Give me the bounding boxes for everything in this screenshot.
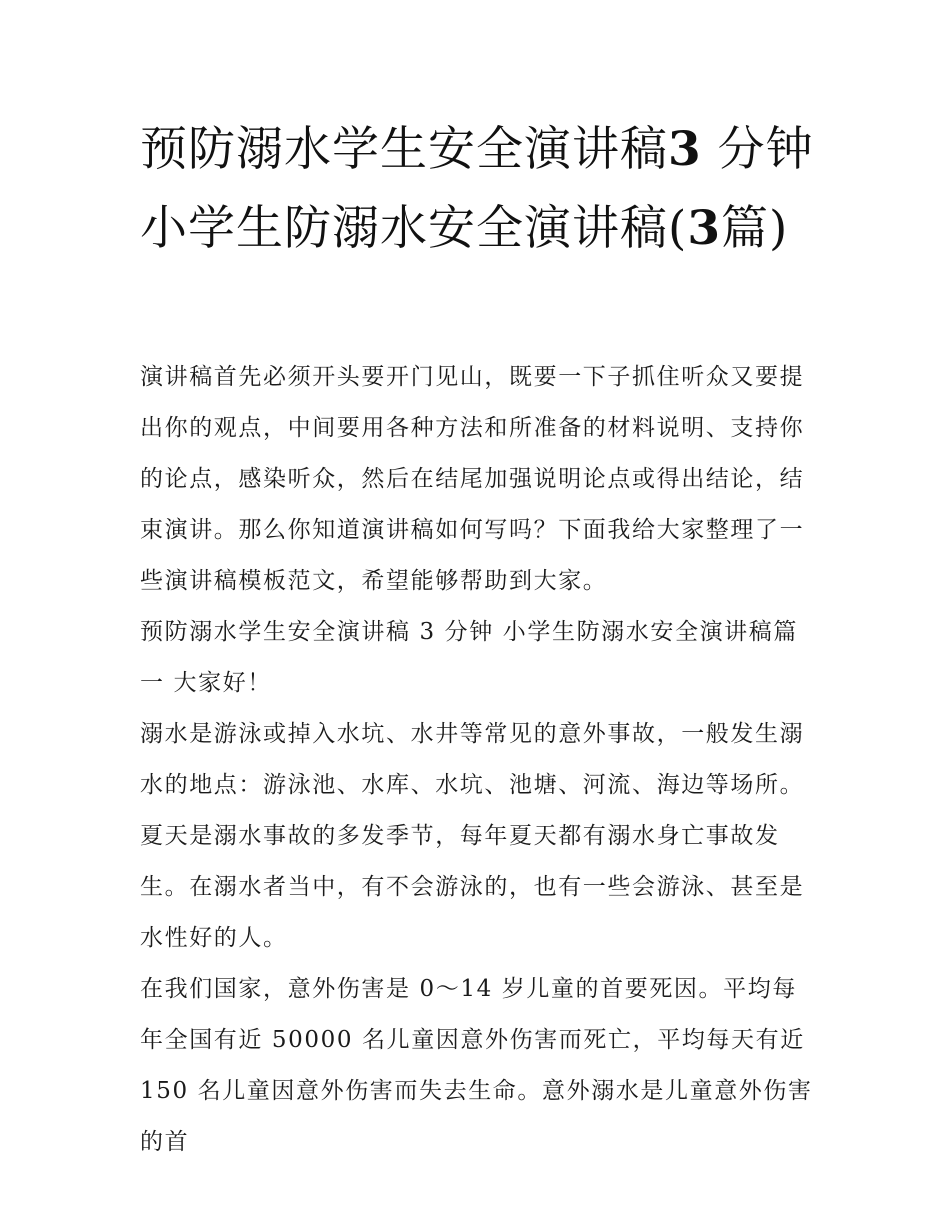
paragraph-heading-speech-1: 预防溺水学生安全演讲稿 3 分钟 小学生防溺水安全演讲稿篇一 大家好！ [140, 619, 798, 696]
paragraph-intro: 演讲稿首先必须开头要开门见山，既要一下子抓住听众又要提出你的观点，中间要用各种方法和所准备的材料说明、支持你的论点，感染听众，然后在结尾加强说明论点或得出结论，结束演讲。那么你知道演讲稿如何写吗？下面我给大家整理了一些演讲稿模板范文，希望能够帮助到大家。 [140, 364, 805, 594]
paragraph-drowning-definition: 溺水是游泳或掉入水坑、水井等常见的意外事故，一般发生溺水的地点：游泳池、水库、水坑、池塘、河流、海边等场所。夏天是溺水事故的多发季节，每年夏天都有溺水身亡事故发生。在溺水者当中，有不会游泳的，也有一些会游泳、甚至是水性好的人。 [140, 721, 805, 951]
document-body [140, 352, 818, 1168]
title-text-3: 篇) [721, 201, 789, 256]
title-number-2: 3 [687, 201, 722, 256]
title-text-1: 预防溺水学生安全演讲稿 [140, 122, 668, 177]
document-title [140, 110, 820, 268]
title-text-2: 分钟 小学生防溺水安全演讲稿( [140, 122, 814, 256]
title-number-1: 3 [668, 122, 702, 177]
paragraph-statistics: 在我们国家，意外伤害是 0～14 岁儿童的首要死因。平均每年全国有近 50000 名儿童因意外伤害而死亡，平均每天有近 150 名儿童因意外伤害而失去生命。意外溺水是儿童意外伤害的首 [140, 976, 813, 1155]
